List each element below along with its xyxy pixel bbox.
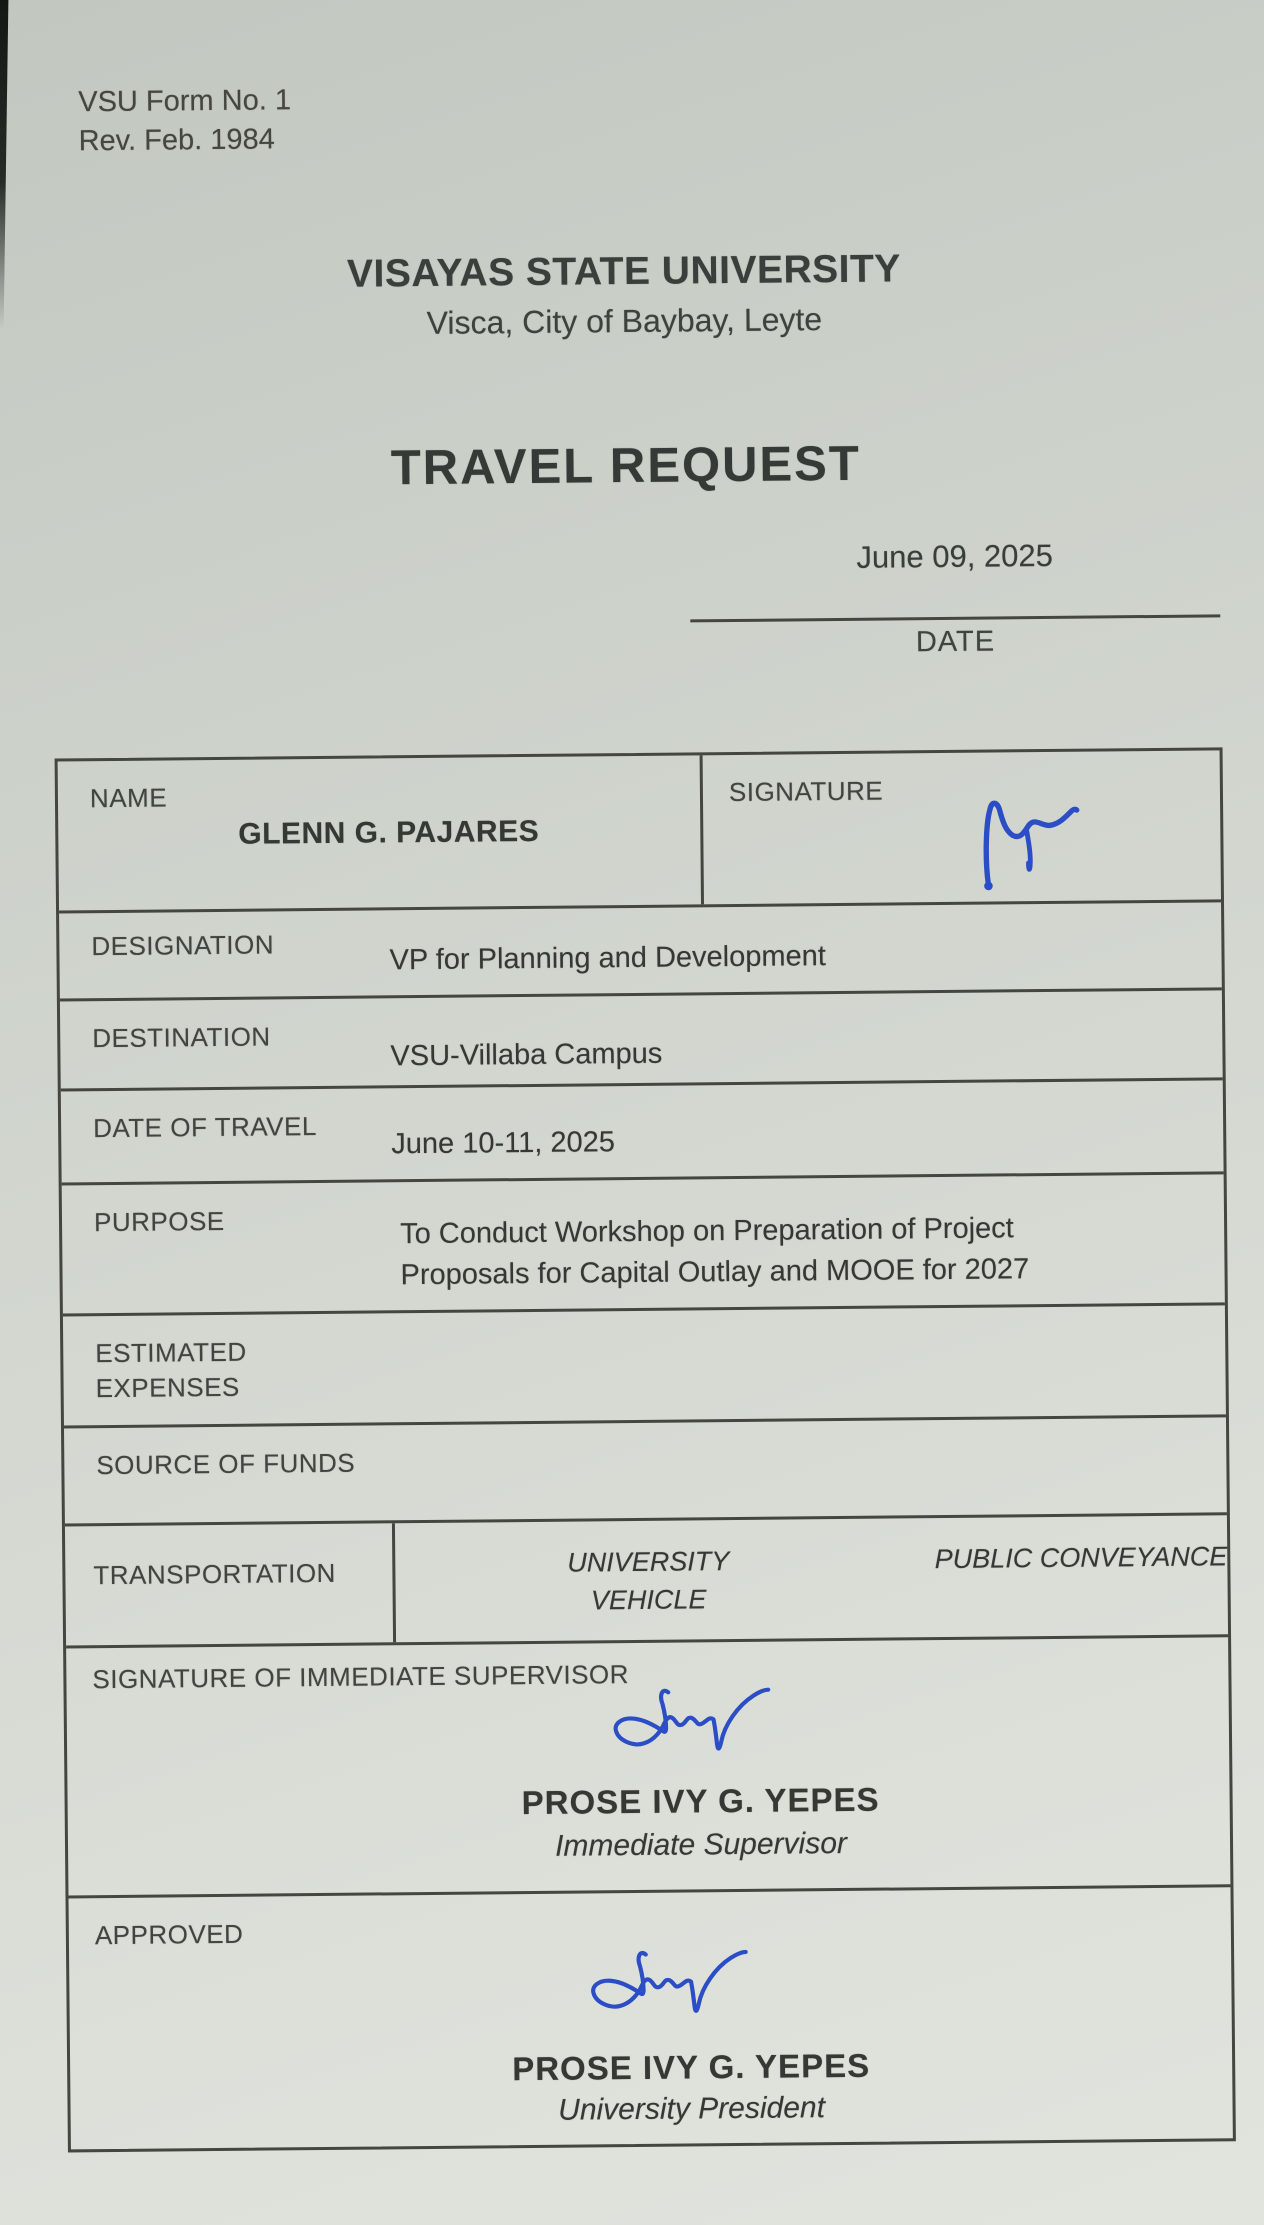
signature-prose-ivy-yepes-president xyxy=(499,1942,750,2044)
transportation-option-university-vehicle: UNIVERSITY VEHICLE xyxy=(567,1546,730,1616)
approved-name: PROSE IVY G. YEPES xyxy=(512,2046,871,2088)
row-estimated-expenses xyxy=(63,1302,1226,1425)
purpose-label: PURPOSE xyxy=(93,1205,225,1238)
university-address: Visca, City of Baybay, Leyte xyxy=(426,301,823,341)
date-block xyxy=(690,536,1221,661)
approved-role: University President xyxy=(558,2091,826,2127)
row-transportation xyxy=(65,1512,1228,1645)
signature-label: SIGNATURE xyxy=(728,775,884,808)
cell-name xyxy=(58,755,704,910)
row-date-of-travel xyxy=(61,1077,1224,1182)
row-source-of-funds xyxy=(64,1414,1227,1523)
source-of-funds-label: SOURCE OF FUNDS xyxy=(96,1447,356,1481)
destination-value: VSU-Villaba Campus xyxy=(390,1037,663,1073)
form-revision: Rev. Feb. 1984 xyxy=(78,123,275,158)
purpose-value xyxy=(400,1208,1029,1296)
row-designation xyxy=(59,899,1222,998)
cell-transportation-label xyxy=(65,1523,396,1645)
supervisor-section-label: SIGNATURE OF IMMEDIATE SUPERVISOR xyxy=(92,1659,630,1695)
row-purpose xyxy=(62,1171,1225,1313)
travel-request-table xyxy=(55,747,1236,2152)
form-number: VSU Form No. 1 xyxy=(78,84,292,119)
date-value: June 09, 2025 xyxy=(856,537,1054,575)
signature-prose-ivy-yepes-supervisor xyxy=(521,1680,772,1782)
page-title: TRAVEL REQUEST xyxy=(390,436,862,496)
row-approved xyxy=(68,1884,1232,2149)
transportation-label: TRANSPORTATION xyxy=(93,1557,337,1591)
row-destination xyxy=(60,987,1223,1088)
row-name-signature xyxy=(58,750,1221,910)
name-value: GLENN G. PAJARES xyxy=(238,814,540,851)
destination-label: DESTINATION xyxy=(92,1021,271,1054)
cell-signature xyxy=(703,750,1221,904)
date-of-travel-value: June 10-11, 2025 xyxy=(391,1126,616,1161)
cell-transportation-options xyxy=(395,1515,1228,1642)
estimated-expenses-label: ESTIMATED EXPENSES xyxy=(95,1336,247,1404)
purpose-value-line2: Proposals for Capital Outlay and MOOE for 2027 xyxy=(400,1253,1030,1292)
name-label: NAME xyxy=(89,782,168,814)
transportation-option-public-conveyance: PUBLIC CONVEYANCE xyxy=(934,1541,1228,1575)
supervisor-role: Immediate Supervisor xyxy=(554,1826,848,1863)
signature-glenn-pajares xyxy=(953,776,1094,895)
date-underline xyxy=(690,614,1220,622)
designation-label: DESIGNATION xyxy=(91,929,275,962)
university-name: VISAYAS STATE UNIVERSITY xyxy=(346,247,902,296)
row-supervisor-signature xyxy=(66,1634,1230,1895)
date-of-travel-label: DATE OF TRAVEL xyxy=(92,1111,317,1144)
date-label: DATE xyxy=(915,625,996,659)
designation-value: VP for Planning and Development xyxy=(389,940,827,977)
supervisor-name: PROSE IVY G. YEPES xyxy=(521,1780,880,1822)
purpose-value-line1: To Conduct Workshop on Preparation of Project xyxy=(400,1212,1014,1251)
form-number-block xyxy=(78,81,291,161)
approved-label: APPROVED xyxy=(94,1918,244,1951)
